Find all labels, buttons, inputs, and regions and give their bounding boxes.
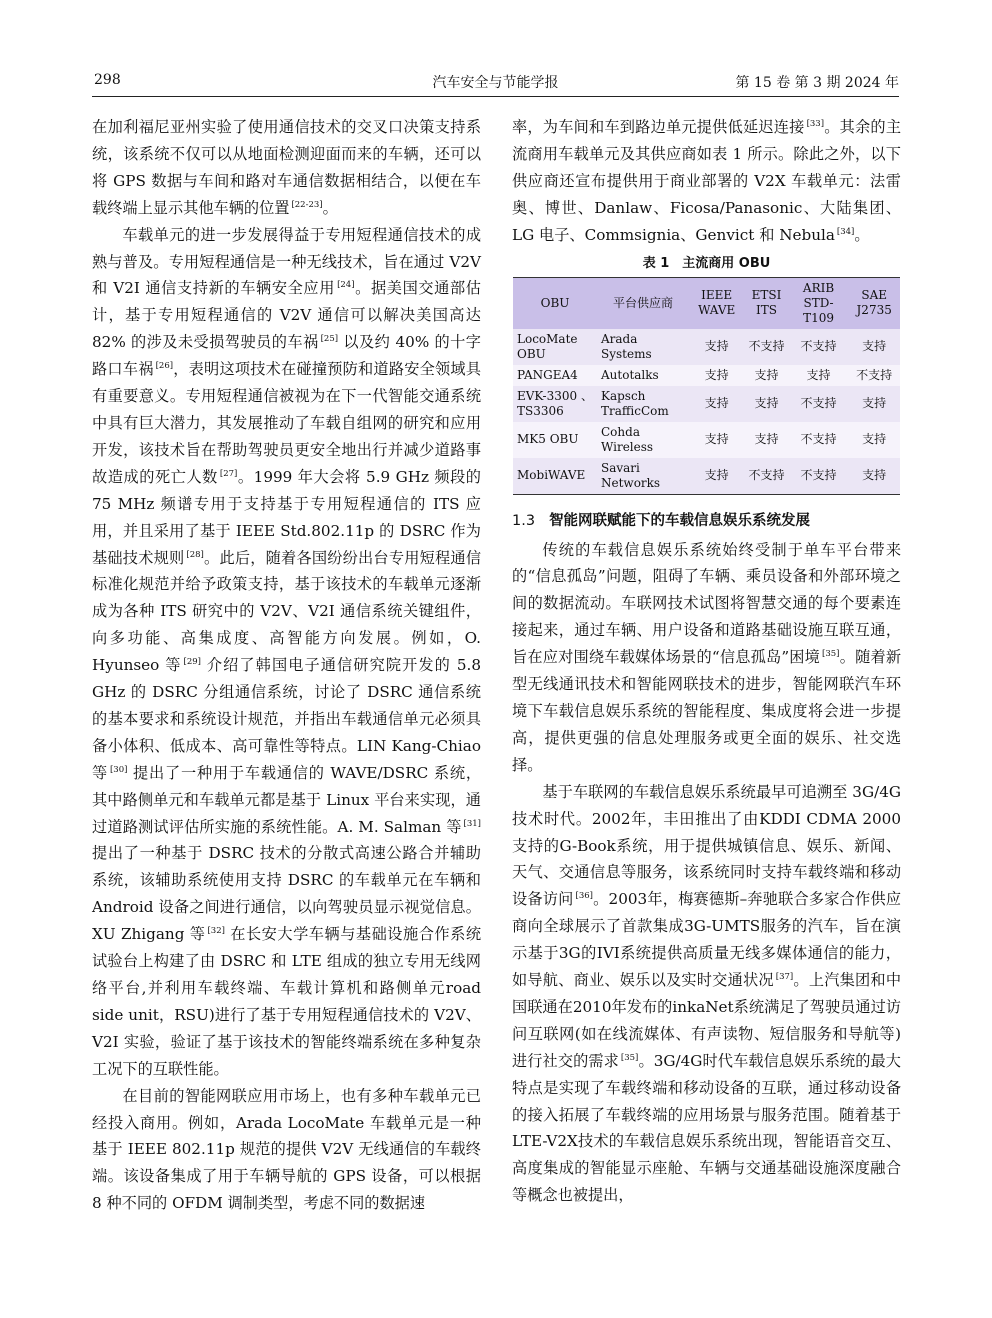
citation: [35]	[620, 1052, 639, 1063]
table-cell: 支持	[862, 396, 887, 411]
table-cell: LocoMate OBU	[517, 331, 578, 361]
paragraph: 在目前的智能网联应用市场上，也有多种车载单元已经投入商用。例如，Arada LocoMate 车载单元是一种基于 IEEE 802.11p 规范的提供 V2V 无线通信的车载终端。该设备集成了用于车辆导航的 GPS 设备，可以根据 8 种不同的 OFDM 调制类型，考虑不同的数据速	[92, 1086, 481, 1213]
table-cell: 支持	[862, 339, 887, 354]
table-cell: Cohda Wireless	[601, 424, 654, 454]
issue-info: 第 15 卷 第 3 期 2024 年	[735, 75, 899, 91]
text-run: 。上汽集团和中国联通在2010年发布的inkaNet系统满足了驾驶员通过访问互联网(如在线流媒体、有声读物、短信服务和导航等)进行社交的需求	[512, 971, 902, 1070]
table-cell: 不支持	[748, 468, 785, 483]
table-cell: 支持	[704, 339, 729, 354]
page-number: 298	[94, 72, 121, 88]
paragraph	[512, 779, 901, 1210]
citation: [36]	[575, 891, 593, 902]
table-cell: Savari Networks	[601, 460, 661, 490]
table-cell: 支持	[806, 367, 831, 382]
table-cell: Arada Systems	[601, 331, 652, 361]
section-number: 1.3	[512, 512, 536, 529]
table-cell: 不支持	[856, 367, 893, 382]
table-cell: 不支持	[800, 339, 837, 354]
right-column	[512, 114, 901, 1209]
table-cell: Autotalks	[601, 367, 659, 382]
paragraph	[92, 114, 481, 222]
header-cell: 平台供应商	[612, 295, 673, 310]
citation: [32]	[207, 926, 225, 937]
table-cell: 支持	[754, 367, 779, 382]
text-run: ，表明这项技术在碰撞预防和道路安全领域具有重要意义。专用短程通信被视为在下一代智能交通系统中具有巨大潜力，其发展推动了车载自组网的研究和应用开发，该技术旨在帮助驾驶员更安全地出行并减少道路事故造成的死亡人数	[92, 360, 482, 486]
table-cell: 支持	[754, 432, 779, 447]
table-cell: MK5 OBU	[517, 432, 579, 447]
text-run: 以及约 40% 的十字路口车祸	[92, 333, 481, 379]
table-cell: 不支持	[748, 339, 785, 354]
table-cell: 支持	[862, 468, 887, 483]
text-run: 。1999 年大会将 5.9 GHz 频段的 75 MHz 频谱专用于支持基于专用短程通信的 ITS 应用，并且采用了基于 IEEE Std.802.11p 的 DSRC 作为基础技术规则	[92, 467, 481, 567]
citation: [34]	[836, 226, 855, 237]
text-run: 车载单元的进一步发展得益于专用短程通信技术的成熟与普及。专用短程通信是一种无线技术，旨在通过 V2V 和 V2I 通信支持新的车辆安全应用	[92, 225, 481, 298]
table-cell: EVK-3300、TS3306	[517, 388, 593, 418]
header-cell: OBU	[540, 295, 570, 310]
table-cell: 支持	[754, 396, 779, 411]
text-run: 。	[854, 225, 870, 244]
text-run: 。2003年，梅赛德斯–奔驰联合多家合作供应商向全球展示了首款集成3G-UMTS服务的汽车，旨在演示基于3G的IVI系统提供高质量无线多媒体通信的能力，如导航、商业、娱乐以及实时交通状况	[512, 890, 902, 990]
text-run: 。随着新型无线通讯技术和智能网联技术的进步，智能网联汽车环境下车载信息娱乐系统的智能程度、集成度将会进一步提高，提供更强的信息处理服务或更全面的娱乐、社交选择。	[512, 648, 902, 774]
text-run: 在长安大学车辆与基础设施合作系统试验台上构建了由 DSRC 和 LTE 组成的独立专用无线网络平台,并利用车载终端、车载计算机和路侧单元road side unit，RSU)进行了基于专用短程通信技术的 V2V、V2I 实验，验证了基于该技术的智能终端系统在多种复杂工况下的互联性能。	[92, 925, 482, 1078]
table-cell: 支持	[704, 396, 729, 411]
text-run: 。	[322, 198, 338, 217]
running-header	[92, 72, 899, 94]
citation: [30]	[109, 764, 128, 775]
table-row	[513, 458, 900, 495]
citation: [24]	[337, 280, 355, 291]
text-run: 。据美国交通部估计，基于专用短程通信的 V2V 通信可以解决美国高达 82% 的涉及未受损驾驶员的车祸	[92, 279, 481, 352]
text-run: 提出了一种用于车载通信的 WAVE/DSRC 系统，其中路侧单元和车载单元都是基于 Linux 平台来实现，通过道路测试评估所实施的系统性能。A. M. Salman 等	[92, 763, 482, 836]
citation: [35]	[822, 649, 840, 660]
citation: [31]	[463, 818, 481, 829]
section-heading	[512, 509, 901, 533]
text-run: 提出了一种基于 DSRC 技术的分散式高速公路合并辅助系统，该辅助系统使用支持 DSRC 的车载单元在车辆和 Android 设备之间进行通信，以向驾驶员显示视觉信息。XU Zhigang 等	[92, 844, 481, 944]
table-row	[513, 329, 900, 365]
text-run: 在加利福尼亚州实验了使用通信技术的交叉口决策支持系统，该系统不仅可以从地面检测迎面而来的车辆，还可以将 GPS 数据与车间和路对车通信数据相结合，以便在车载终端上显示其他车辆的位置	[92, 118, 481, 217]
table-header-row	[513, 277, 900, 329]
table-cell: MobiWAVE	[517, 468, 586, 483]
table-cell: 不支持	[800, 396, 837, 411]
table-cell: 支持	[704, 367, 729, 382]
table-row	[513, 386, 900, 422]
citation: [28]	[186, 549, 204, 560]
obu-table	[513, 277, 900, 495]
paragraph	[512, 114, 901, 249]
citation: [22-23]	[291, 199, 323, 210]
table-caption: 表 1 主流商用 OBU	[642, 255, 771, 271]
text-run: 基于车联网的车载信息娱乐系统最早可追溯至 3G/4G技术时代。2002年，丰田推出了由KDDI CDMA 2000支持的G-Book系统，用于提供城镇信息、娱乐、新闻、天气、交通信息等服务，该系统同时支持车载终端和移动设备访问	[512, 782, 901, 909]
table-cell: 支持	[862, 432, 887, 447]
paragraph	[92, 222, 481, 1083]
paragraph	[512, 537, 901, 779]
table-cell: 支持	[704, 432, 729, 447]
citation: [26]	[155, 361, 174, 372]
header-cell: IEEE WAVE	[698, 288, 736, 318]
citation: [37]	[775, 972, 794, 983]
table-row	[513, 365, 900, 386]
text-run: 。其余的主流商用车载单元及其供应商如表 1 所示。除此之外，以下供应商还宣布提供用于商业部署的 V2X 车载单元：法雷奥、博世、Danlaw、Ficosa/Panasonic、大陆集团、LG 电子、Commsignia、Genvict 和 Nebula	[512, 118, 902, 244]
section-title: 智能网联赋能下的车载信息娱乐系统发展	[549, 512, 811, 529]
header-divider	[92, 96, 899, 97]
text-run: 。3G/4G时代车载信息娱乐系统的最大特点是实现了车载终端和移动设备的互联，通过移动设备的接入拓展了车载终端的应用场景与服务范围。随着基于LTE-V2X技术的车载信息娱乐系统出现，智能语音交互、高度集成的智能显示座舱、车辆与交通基础设施深度融合等概念也被提出，	[512, 1051, 901, 1205]
table-cell: Kapsch TrafficCom	[601, 388, 669, 418]
table-cell: PANGEA4	[517, 367, 578, 382]
table-row	[513, 422, 900, 458]
text-run: 介绍了韩国电子通信研究院开发的 5.8 GHz 的 DSRC 分组通信系统，讨论了 DSRC 通信系统的基本要求和系统设计规范，并指出车载通信单元必须具备小体积、低成本、高可靠性等特点。LIN Kang-Chiao 等	[92, 656, 482, 782]
journal-title: 汽车安全与节能学报	[432, 75, 559, 91]
header-cell: ARIB STD-T109	[802, 280, 835, 325]
citation: [27]	[219, 468, 238, 479]
text-run: 率，为车间和车到路边单元提供低延迟连接	[512, 118, 805, 136]
citation: [29]	[183, 657, 201, 668]
citation: [25]	[320, 334, 339, 345]
table-cell: 支持	[704, 468, 729, 483]
text-run: 传统的车载信息娱乐系统始终受制于单车平台带来的“信息孤岛”问题，阻碍了车辆、乘员设备和外部环境之间的数据流动。车联网技术试图将智慧交通的每个要素连接起来，通过车辆、用户设备和道路基础设施互联互通，旨在应对围绕车载媒体场景的“信息孤岛”困境	[512, 540, 901, 667]
citation: [33]	[806, 119, 825, 129]
header-cell: ETSI ITS	[751, 288, 782, 318]
table-cell: 不支持	[800, 432, 837, 447]
table-cell: 不支持	[800, 468, 837, 483]
left-column	[92, 114, 481, 1217]
text-run: 。此后，随着各国纷纷出台专用短程通信标准化规范并给予政策支持，基于该技术的车载单元逐渐成为各种 ITS 研究中的 V2V、V2I 通信系统关键组件，向多功能、高集成度、高智能方向发展。例如，O. Hyunseo 等	[92, 548, 482, 675]
header-cell: SAE J2735	[856, 288, 892, 318]
